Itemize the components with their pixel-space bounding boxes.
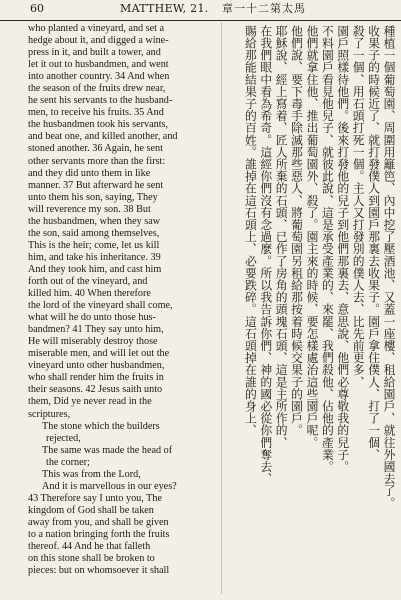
english-line: miserable men, and will let out the	[28, 348, 170, 360]
chinese-column: 在我們眼中看為希奇。這經你們沒有念過麼。所以我告訴你們、神的國必從你們奪去、	[258, 25, 273, 485]
english-line: He will miserably destroy those	[28, 336, 158, 348]
english-line: forth out of the vineyard, and	[28, 275, 148, 287]
english-running-title: MATTHEW, 21.	[120, 2, 209, 15]
english-line: him, and take his inheritance. 39	[28, 251, 161, 263]
english-line: into another country. 34 And when	[28, 71, 170, 83]
english-line: vineyard unto other husbandmen,	[28, 360, 165, 372]
chinese-column: 耶穌說、經上寫着、匠人所棄的石頭、已作了房角的頭塊石頭、這是主所作的、	[274, 25, 289, 449]
english-line: to a nation bringing forth the fruits	[28, 528, 170, 540]
english-line: killed him. 40 When therefore	[28, 288, 151, 300]
english-line: the son, said among themselves,	[28, 227, 160, 239]
english-line: them, Did ye never read in the	[28, 396, 152, 408]
english-line: The same was made the head of	[42, 444, 173, 456]
chinese-column: 他們說、要下毒手除滅那些惡人、將葡萄園另租給那按着時候交果子的園戶。	[289, 25, 304, 437]
chinese-column: 賜給那能結果子的百姓。誰掉在這石頭上、必要跌碎。這石頭掉在誰的身上、	[243, 25, 258, 437]
english-line: away from you, and shall be given	[28, 516, 169, 528]
english-line: unto them his son, saying, They	[28, 191, 158, 203]
english-line: And they took him, and cast him	[28, 263, 162, 275]
english-line: who planted a vineyard, and set a	[28, 23, 165, 34]
column-divider	[221, 22, 222, 594]
english-text-column	[28, 23, 218, 595]
chinese-running-title: 章一十二第太馬	[222, 2, 306, 15]
english-line: bandmen? 41 They say unto him,	[28, 324, 164, 336]
english-line: other servants more than the first:	[28, 155, 166, 167]
english-line: hedge about it, and digged a wine-	[28, 35, 169, 47]
english-line: scriptures,	[28, 408, 71, 420]
english-line: he sent his servants to the husband-	[28, 95, 173, 107]
english-line: kingdom of God shall be taken	[28, 504, 154, 516]
english-line: And it is marvellous in our eyes?	[42, 480, 177, 492]
chinese-column: 種植一個葡萄園、周圍用籬笆、內中挖了壓酒池、又蓋一座樓、租給園戶、就往外國去了。	[382, 25, 396, 509]
chinese-column: 收果子的時候近了、就打發僕人到園戶那裏去收果子。園戶拿住僕人、打了一個、	[366, 25, 381, 461]
chinese-text-column	[224, 25, 396, 593]
english-line: will reverence my son. 38 But	[28, 203, 151, 215]
english-line: This is the heir; come, let us kill	[28, 239, 160, 251]
english-line: on this stone shall be broken to	[28, 553, 155, 565]
english-line: 43 Therefore say I unto you, The	[28, 492, 163, 504]
chinese-column: 園戶照樣待他們。後來打發他的兒子到他們那裏去、意思說、他們必尊敬我的兒子。	[335, 25, 350, 473]
english-line: their seasons. 42 Jesus saith unto	[28, 384, 163, 396]
english-line: and they did unto them in like	[28, 167, 151, 179]
english-line: The stone which the builders	[42, 420, 160, 432]
english-line: This was from the Lord,	[42, 468, 141, 480]
english-line: press in it, and built a tower, and	[28, 47, 161, 59]
english-line: thereof. 44 And he that falleth	[28, 541, 151, 553]
english-line: the husbandmen, when they saw	[28, 215, 161, 227]
english-line: what will he do unto those hus-	[28, 312, 156, 324]
chinese-column: 他們就拿住他、推出葡萄園外、殺了。園主來的時候、要怎樣處治這些園戶呢。	[304, 25, 319, 449]
page-number: 60	[30, 2, 44, 15]
english-line: let it out to husbandmen, and went	[28, 59, 169, 71]
english-line: the lord of the vineyard shall come,	[28, 300, 173, 312]
chinese-column: 不料園戶看見他兒子、就彼此說、這是承受產業的、來罷、我們殺他、佔他的產業。	[320, 25, 335, 473]
english-line: the corner;	[46, 456, 90, 468]
english-line: pieces: but on whomsoever it shall	[28, 565, 170, 577]
english-line: the husbandmen took his servants,	[28, 119, 169, 131]
english-line: rejected,	[46, 432, 81, 444]
english-line: who shall render him the fruits in	[28, 372, 164, 384]
english-line: men, to receive his fruits. 35 And	[28, 107, 164, 119]
chinese-column: 殺了一個、用石頭打死一個。主人又打發別的僕人去、比先前更多、	[351, 25, 366, 388]
english-line: stoned another. 36 Again, he sent	[28, 143, 163, 155]
page-header	[0, 0, 401, 21]
english-line: manner. 37 But afterward he sent	[28, 179, 164, 191]
english-line: the season of the fruits drew near,	[28, 83, 166, 95]
english-line: and beat one, and killed another, and	[28, 131, 178, 143]
